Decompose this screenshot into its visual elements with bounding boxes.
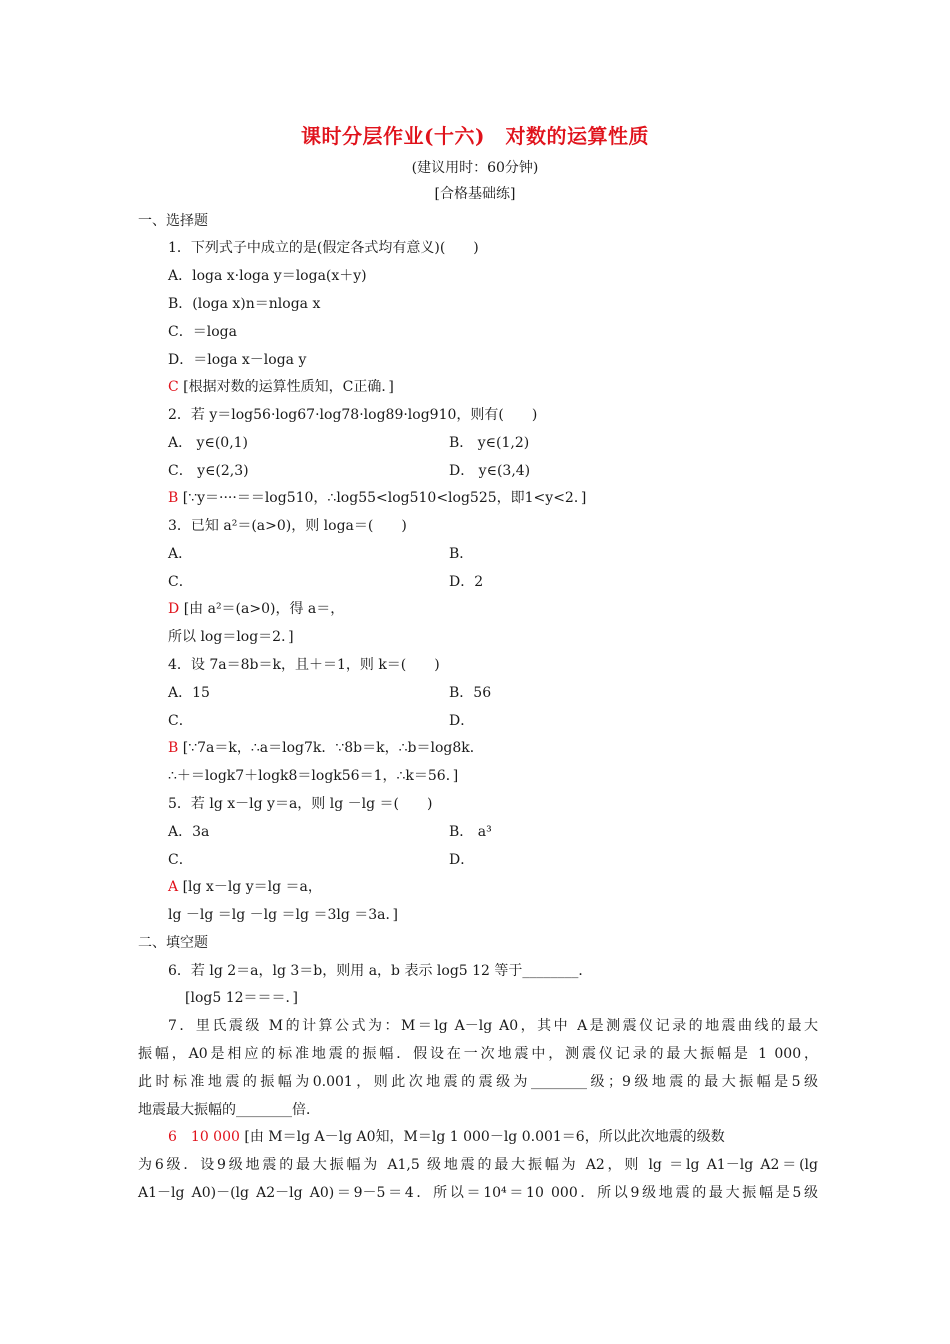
question-7-line-2: 振幅，A0是相应的标准地震的振幅．假设在一次地震中，测震仪记录的最大振幅是 1 000， — [138, 1046, 818, 1062]
question-4-option-c: C． — [168, 713, 193, 729]
question-1-answer: C — [168, 379, 179, 395]
question-7-explanation-2: 为6级．设9级地震的最大振幅为 A1,5 级地震的最大振幅为 A2，则 lg ＝lg A1－lg A2＝(lg — [138, 1157, 818, 1173]
question-2-option-a: A． y∈(0,1) — [168, 435, 249, 451]
question-6-stem: 6．若 lg 2＝a，lg 3＝b，则用 a，b 表示 log5 12 等于________． — [168, 963, 593, 979]
question-5-option-d: D． — [449, 852, 475, 868]
question-1-option-c: C．＝loga — [168, 324, 237, 340]
question-2-answer: B — [168, 490, 179, 506]
question-3-explanation: [由 a²＝(a>0)，得 a＝， — [183, 601, 345, 617]
question-1-answer-line — [168, 376, 394, 396]
question-7-explanation-3: A1－lg A0)－(lg A2－lg A0)＝9－5＝4．所以＝10⁴＝10 000．所以9级地震的最大振幅是5级 — [138, 1185, 818, 1201]
page-title: 课时分层作业(十六) 对数的运算性质 — [301, 124, 649, 148]
question-3-option-a: A． — [168, 546, 193, 562]
question-3-stem: 3．已知 a²＝(a>0)，则 loga＝( ) — [168, 518, 407, 534]
question-2-option-b: B． y∈(1,2) — [449, 435, 530, 451]
question-3-option-c: C． — [168, 574, 193, 590]
question-1-option-a: A．loga x·loga y＝loga(x＋y) — [168, 268, 367, 284]
question-3-option-d: D．2 — [449, 574, 484, 590]
question-1-explanation: [根据对数的运算性质知，C正确．] — [183, 379, 394, 395]
question-3-explanation-2: 所以 log＝log＝2．] — [168, 629, 294, 645]
question-3-answer-line — [168, 598, 344, 618]
question-1-option-d: D．＝loga x－loga y — [168, 352, 307, 368]
question-5-option-a: A．3a — [168, 824, 210, 840]
question-5-option-b: B． a³ — [449, 824, 492, 840]
question-5-explanation: [lg x－lg y＝lg ＝a， — [182, 879, 322, 895]
question-3-option-b: B． — [449, 546, 474, 562]
question-4-answer-line — [168, 737, 484, 757]
question-1-option-b: B．(loga x)n＝nloga x — [168, 296, 321, 312]
question-5-option-c: C． — [168, 852, 193, 868]
question-3-answer: D — [168, 601, 180, 617]
question-5-answer: A — [168, 879, 179, 895]
question-4-explanation: [∵7a＝k，∴a＝log7k．∵8b＝k，∴b＝log8k． — [182, 740, 484, 756]
question-2-option-d: D． y∈(3,4) — [449, 463, 531, 479]
question-5-answer-line — [168, 876, 322, 896]
question-4-option-b: B．56 — [449, 685, 492, 701]
question-6-explanation: [log5 12＝＝＝．] — [185, 990, 298, 1006]
question-5-stem: 5．若 lg x－lg y＝a，则 lg －lg ＝( ) — [168, 796, 433, 812]
suggested-time: (建议用时：60分钟) — [411, 160, 539, 176]
question-7-explanation-1: [由 M＝lg A－lg A0知，M＝lg 1 000－lg 0.001＝6，所以此次地震的级数 — [244, 1129, 725, 1145]
question-5-explanation-2: lg －lg ＝lg －lg ＝lg ＝3lg ＝3a．] — [168, 907, 398, 923]
question-4-option-d: D． — [449, 713, 475, 729]
question-2-stem: 2．若 y＝log56·log67·log78·log89·log910，则有( ) — [168, 407, 538, 423]
level-label: [合格基础练] — [434, 186, 516, 202]
question-7-answer-line — [168, 1126, 818, 1146]
question-7-answer: 6 10 000 — [168, 1129, 240, 1145]
question-2-explanation: [∵y＝····＝＝log510，∴log55<log510<log525，即1<y<2．] — [182, 490, 587, 506]
question-1-stem: 1．下列式子中成立的是(假定各式均有意义)( ) — [168, 240, 479, 256]
question-4-option-a: A．15 — [168, 685, 210, 701]
question-4-answer: B — [168, 740, 179, 756]
section-heading-choice: 一、选择题 — [138, 213, 208, 229]
question-7-line-3: 此时标准地震的振幅为0.001，则此次地震的震级为________级；9级地震的最大振幅是5级 — [138, 1074, 818, 1090]
question-4-stem: 4．设 7a＝8b＝k，且＋＝1，则 k＝( ) — [168, 657, 440, 673]
question-2-answer-line — [168, 487, 586, 507]
question-7-line-4: 地震最大振幅的________倍． — [138, 1102, 320, 1118]
section-heading-fill: 二、填空题 — [138, 935, 208, 951]
question-7-line-1: 7．里氏震级 M的计算公式为：M＝lg A－lg A0，其中 A是测震仪记录的地震曲线的最大 — [168, 1018, 818, 1034]
question-4-explanation-2: ∴＋＝logk7＋logk8＝logk56＝1，∴k＝56．] — [168, 768, 459, 784]
question-2-option-c: C． y∈(2,3) — [168, 463, 249, 479]
